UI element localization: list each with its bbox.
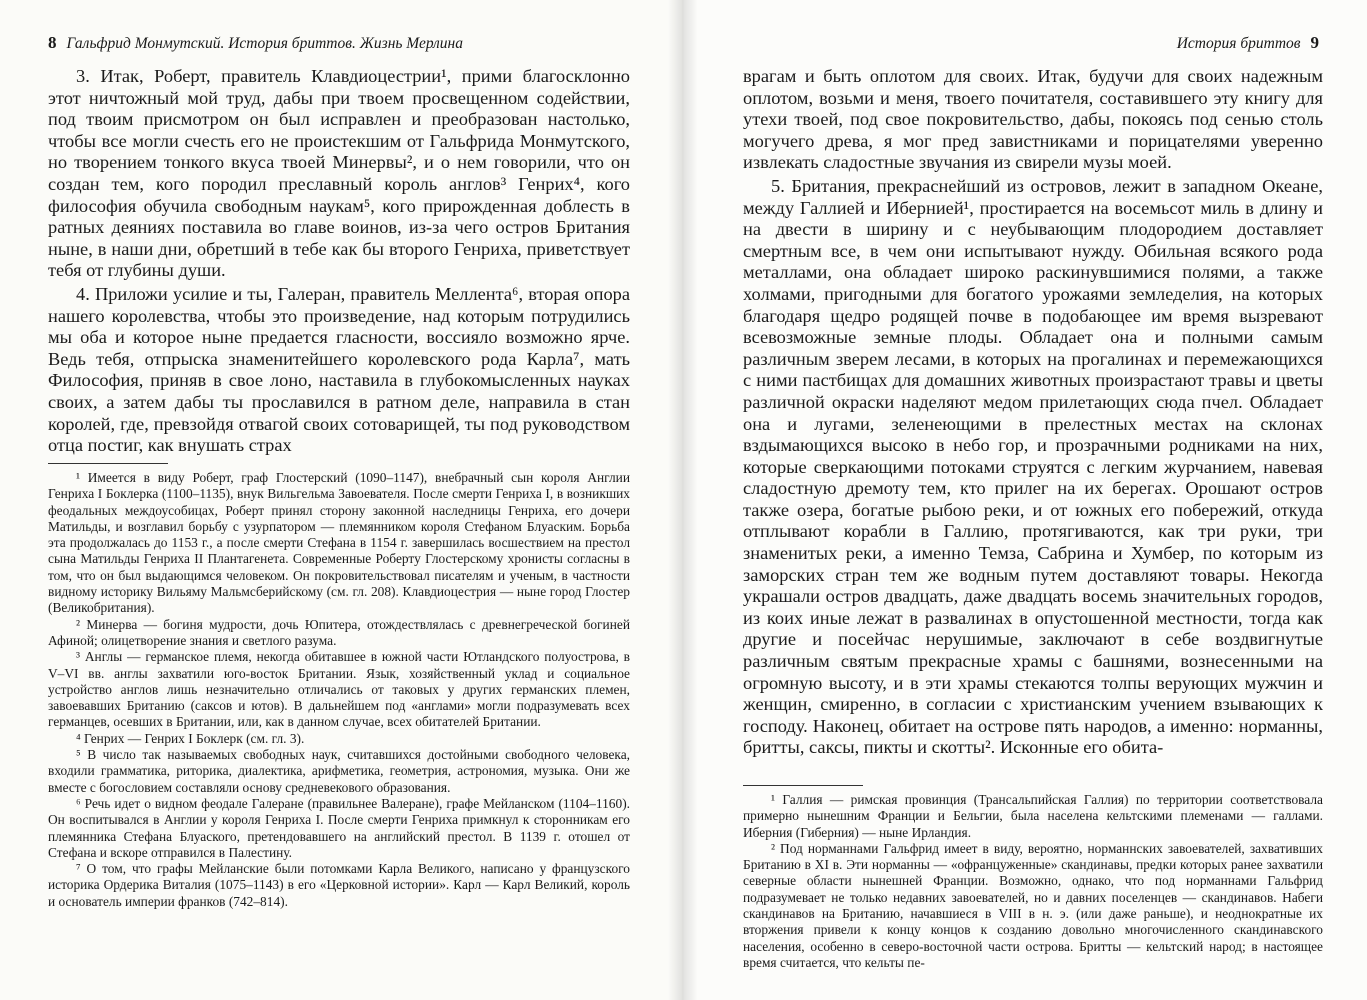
footnotes-right <box>743 792 1323 971</box>
footnote: ² Минерва — богиня мудрости, дочь Юпитера, отождествлялась с древнегреческой богиней Афиной; олицетворение знания и светлого разума. <box>48 616 630 648</box>
page-number-right: 9 <box>1310 33 1319 52</box>
footnote: ³ Англы — германское племя, некогда обитавшее в южной части Ютландского полуострова, в V–VI вв. англы захватили юго-восток Британии. Язык, хозяйственный уклад и социальное устройство англов лишь незначительно отличались от таковых у других германских племен, завоевавших Британию (саксов и ютов). В дальнейшем под «англами» могли подразумевать всех германцев, осевших в Британии, или, как в данном случае, всех обитателей Британии. <box>48 649 630 730</box>
footnotes-left <box>48 470 630 910</box>
footnote: ² Под норманнами Гальфрид имеет в виду, вероятно, норманнских завоевателей, захвативших Британию в XI в. Эти норманны — «офранцуженные» скандинавы, предки которых ранее захватили северные области нынешней Франции. Возможно, однако, что под норманнами Гальфрид подразумевает не только недавних завоевателей, но и давних поселенцев — скандинавов. Набеги скандинавов на Британию, начавшиеся в VIII в н. э. (или даже раньше), и неоднократные их вторжения привели к концу концов к созданию довольно многочисленного скандинавского населения, особенно в северо-восточной части острова. Бритты — кельтский народ; в настоящее время считается, что кельты пе- <box>743 840 1323 970</box>
running-head-left: Гальфрид Монмутский. История бриттов. Жизнь Мерлина <box>66 35 463 52</box>
footnote: ¹ Имеется в виду Роберт, граф Глостерский (1090–1147), внебрачный сын короля Англии Генриха I Боклерка (1100–1135), внук Вильгельма Завоевателя. После смерти Генриха I, в возникших феодальных междоусобицах, Роберт принял сторону законной наследницы Генриха, его дочери Матильды, и возглавил борьбу с узурпатором — племянником короля Стефаном Блуаским. Борьба эта продолжалась до 1153 г., а после смерти Стефана в 1154 г. завершилась восшествием на престол сына Матильды Генриха II Плантагенета. Современные Роберту Глостерскому хронисты согласны в том, что он был выдающимся человеком. Он покровительствовал писателям и ученым, в частности видному историку Вильяму Мальмсберийскому (см. гл. 208). Клавдиоцестрия — ныне город Глостер (Великобритания). <box>48 470 630 616</box>
footnote-divider <box>48 463 168 464</box>
main-text-left <box>48 66 630 457</box>
footnote: ⁵ В число так называемых свободных наук, считавшихся достойными свободного человека, входили грамматика, риторика, диалектика, арифметика, геометрия, астрономия, музыка. Они же вместе с богословием составляли основу средневекового образования. <box>48 747 630 795</box>
running-head-right: История бриттов <box>1176 35 1301 52</box>
paragraph: 4. Приложи усилие и ты, Галеран, правитель Меллента⁶, вторая опора нашего королевства, чтобы это произведение, над которым потрудились мы оба и которое ныне предается гласности, воссияло возможно ярче. Ведь тебя, отпрыска знаменитейшего королевского рода Карла⁷, мать Философия, приняв в свое лоно, наставила в глубокомысленных науках своих, а затем дабы ты прославился в ратном деле, направила в стан королей, где, превзойдя отвагой своих сотоварищей, ты под руководством отца постиг, как внушать страх <box>48 283 630 456</box>
running-header-left <box>48 32 647 56</box>
paragraph: 3. Итак, Роберт, правитель Клавдиоцестрии¹, прими благосклонно этот ничтожный мой труд, дабы при твоем просвещенном содействии, под твоим присмотром он был исправлен и преобразован настолько, чтобы все могли счесть его не проистекшим от Гальфрида Монмутского, но творением тонкого вкуса твоей Минервы², и о нем говорили, что он создан тем, кого породил преславный король англов³ Генрих⁴, кого философия обучила свободным наукам⁵, кого прирожденная доблесть в ратных деяниях поставила во главе воинов, из-за чего остров Британия ныне, в наши дни, обретший в тебе как бы второго Генриха, приветствует тебя от глубины души. <box>48 66 630 281</box>
footnote-divider <box>743 785 863 786</box>
main-text-right <box>743 66 1323 759</box>
running-header-right <box>723 32 1319 56</box>
footnote: ⁶ Речь идет о видном феодале Галеране (правильнее Валеране), графе Мейланском (1104–1160). Он воспитывался в Англии у короля Генриха I. После смерти Генриха примкнул к сторонникам его племянника Стефана Блуаского, претендовавшего на английский престол. В 1139 г. отошел от Стефана и вскоре отправился в Палестину. <box>48 795 630 860</box>
footnote: ⁴ Генрих — Генрих I Боклерк (см. гл. 3). <box>76 730 305 746</box>
footnote: ¹ Галлия — римская провинция (Трансальпийская Галлия) по территории соответствовала примерно нынешним Франции и Бельгии, была населена кельтскими племенами — галлами. Иберния (Гиберния) — ныне Ирландия. <box>743 792 1323 840</box>
footnote: ⁷ О том, что графы Мейланские были потомками Карла Великого, написано у французского историка Ордерика Виталия (1075–1143) в его «Церковной истории». Карл — Карл Великий, король и основатель империи франков (742–814). <box>48 861 630 909</box>
left-page <box>0 0 683 1000</box>
page-number-left: 8 <box>48 33 57 52</box>
paragraph: 5. Британия, прекраснейший из островов, лежит в западном Океане, между Галлией и Ибернией¹, простирается на восемьсот миль в длину и на двести в ширину и с неубывающим плодородием доставляет смертным все, в чем они испытывают нужду. Обильная всякого рода металлами, она обладает широко раскинувшимися полями, а также холмами, пригодными для богатого урожаями земледелия, на которых благодаря щедро родящей почве в подобающее им время вызревают всевозможные земные плоды. Обладает она и полными самым различным зверем лесами, в которых на прогалинах и перемежающихся с ними пастбищах для домашних животных произрастают травы и цветы различной окраски наделяют медом прилетающих сюда пчел. Обладает она и лугами, зеленеющими в прелестных местах на склонах вздымающихся высоко в небо гор, и прозрачными родниками на них, которые сверкающими потоками струятся с легким журчанием, навевая сладостную дремоту тем, кто прилег на их берегах. Орошают остров также озера, богатые рыбою реки, и от южных его побережий, откуда отплывают корабли в Галлию, протягиваются, как три руки, три знаменитых реки, а именно Темза, Сабрина и Хумбер, по которым из заморских стран тем же водным путем доставляют товары. Некогда украшали остров двадцать, даже двадцать восемь значительных городов, из коих иные лежат в развалинах в опустошенной местности, тогда как другие и посейчас нерушимые, заключают в себе воздвигнутые различным святым прекрасные храмы с башнями, вознесенными на огромную высоту, и в эти храмы стекаются толпы верующих мужчин и женщин, смиренно, в согласии с христианским учением взывающих к господу. Наконец, обитает на острове пять народов, а именно: норманны, бритты, саксы, пикты и скотты². Исконные его обита- <box>743 175 1323 758</box>
paragraph: врагам и быть оплотом для своих. Итак, будучи для своих надежным оплотом, возьми и меня, твоего почитателя, составившего эту книгу для утехи твоей, под свое покровительство, дабы, покоясь под сенью столь могучего древа, я мог пред завистниками и порицателями уверенно извлекать сладостные звучания из свирели музы моей. <box>743 66 1323 173</box>
right-page <box>683 0 1367 1000</box>
